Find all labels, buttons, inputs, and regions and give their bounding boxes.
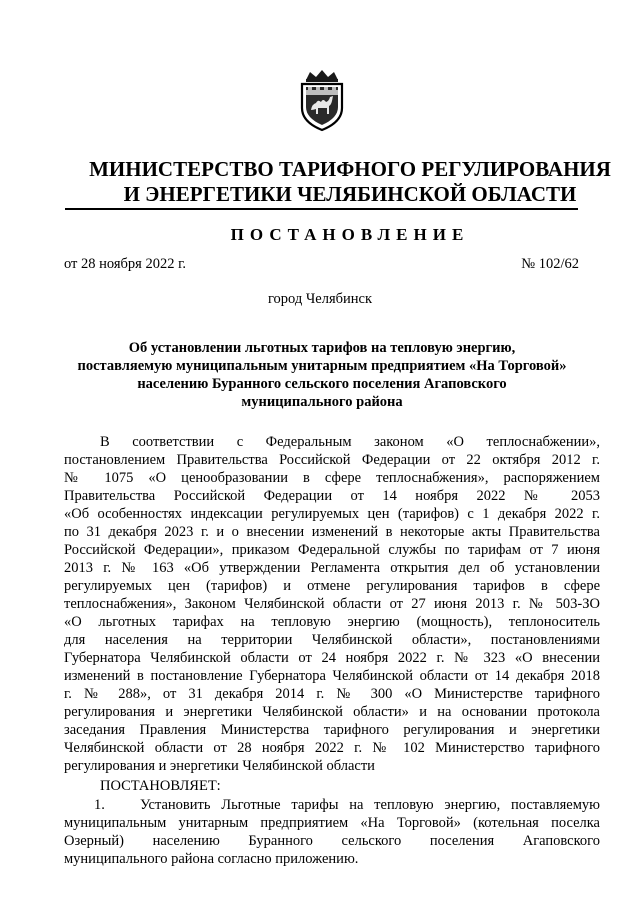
body-line: регулирования и энергетики Челябинской области» и на основании протокола [64, 704, 600, 720]
body-line: 2013 г. № 163 «Об утверждении Регламента открытия дел об установлении [64, 560, 600, 576]
body-line: Российской Федерации», приказом Федеральной службы по тарифам от 7 июня [64, 542, 600, 558]
body-line: Правительства Российской Федерации от 14 ноября 2022 № 2053 [64, 488, 600, 504]
document-title-line: населению Буранного сельского поселения Агаповского [137, 376, 507, 392]
body-line: Губернатора Челябинской области от 24 ноября 2022 г. № 323 «О внесении [64, 650, 600, 666]
decree-word: ПОСТАНОВЛЯЕТ: [100, 778, 221, 794]
body-line: № 1075 «О ценообразовании в сфере теплоснабжения», распоряжением [64, 470, 600, 486]
document-date: от 28 ноября 2022 г. [64, 256, 187, 272]
item-line: Озерный) населению Буранного сельского поселения Агаповского [64, 833, 600, 849]
ministry-name-line2: И ЭНЕРГЕТИКИ ЧЕЛЯБИНСКОЙ ОБЛАСТИ [123, 182, 577, 206]
body-line: регулируемых цен (тарифов) и отмене регулирования тарифов в сфере [64, 578, 600, 594]
document-title-line: муниципального района [241, 394, 403, 410]
item-line: муниципальным унитарным предприятием «На Торговой» (котельная поселка [64, 815, 600, 831]
body-line: для населения на территории Челябинской области», постановлениями [64, 632, 600, 648]
body-line: теплоснабжения», Законом Челябинской области от 27 июня 2013 г. № 503-ЗО [64, 596, 600, 612]
document-title-line: Об установлении льготных тарифов на тепловую энергию, [128, 340, 516, 356]
body-line: постановлением Правительства Российской Федерации от 22 октября 2012 г. [64, 452, 600, 468]
body-line: В соответствии с Федеральным законом «О теплоснабжении», [100, 434, 600, 450]
body-line: изменений в постановление Губернатора Челябинской области от 14 декабря 2018 [64, 668, 600, 684]
body-line: регулирования и энергетики Челябинской области [64, 758, 375, 774]
document-number: № 102/62 [521, 256, 579, 272]
chelyabinsk-coat-of-arms-icon [294, 68, 350, 132]
document-type: ПОСТАНОВЛЕНИЕ [230, 225, 470, 244]
document-title-line: поставляемую муниципальным унитарным предприятием «На Торговой» [77, 358, 567, 374]
header-divider [65, 208, 578, 210]
body-line: Челябинской области от 28 ноября 2022 г. № 102 Министерство тарифного [64, 740, 600, 756]
body-line: по 31 декабря 2023 г. и о внесении изменений в некоторые акты Правительства [64, 524, 600, 540]
item-line: муниципального района согласно приложению. [64, 851, 359, 867]
body-line: г. № 288», от 31 декабря 2014 г. № 300 «О Министерстве тарифного [64, 686, 600, 702]
item-line: Установить Льготные тарифы на тепловую энергию, поставляемую [140, 797, 600, 813]
document-city: город Челябинск [267, 291, 373, 307]
body-line: заседания Правления Министерства тарифного регулирования и энергетики [64, 722, 600, 738]
body-line: «Об особенностях индексации регулируемых цен (тарифов) с 1 декабря 2022 г. [64, 506, 600, 522]
item-number: 1. [94, 797, 105, 813]
body-line: «О льготных тарифах на тепловую энергию (мощность), теплоноситель [64, 614, 600, 630]
ministry-name-line1: МИНИСТЕРСТВО ТАРИФНОГО РЕГУЛИРОВАНИЯ [89, 157, 611, 181]
